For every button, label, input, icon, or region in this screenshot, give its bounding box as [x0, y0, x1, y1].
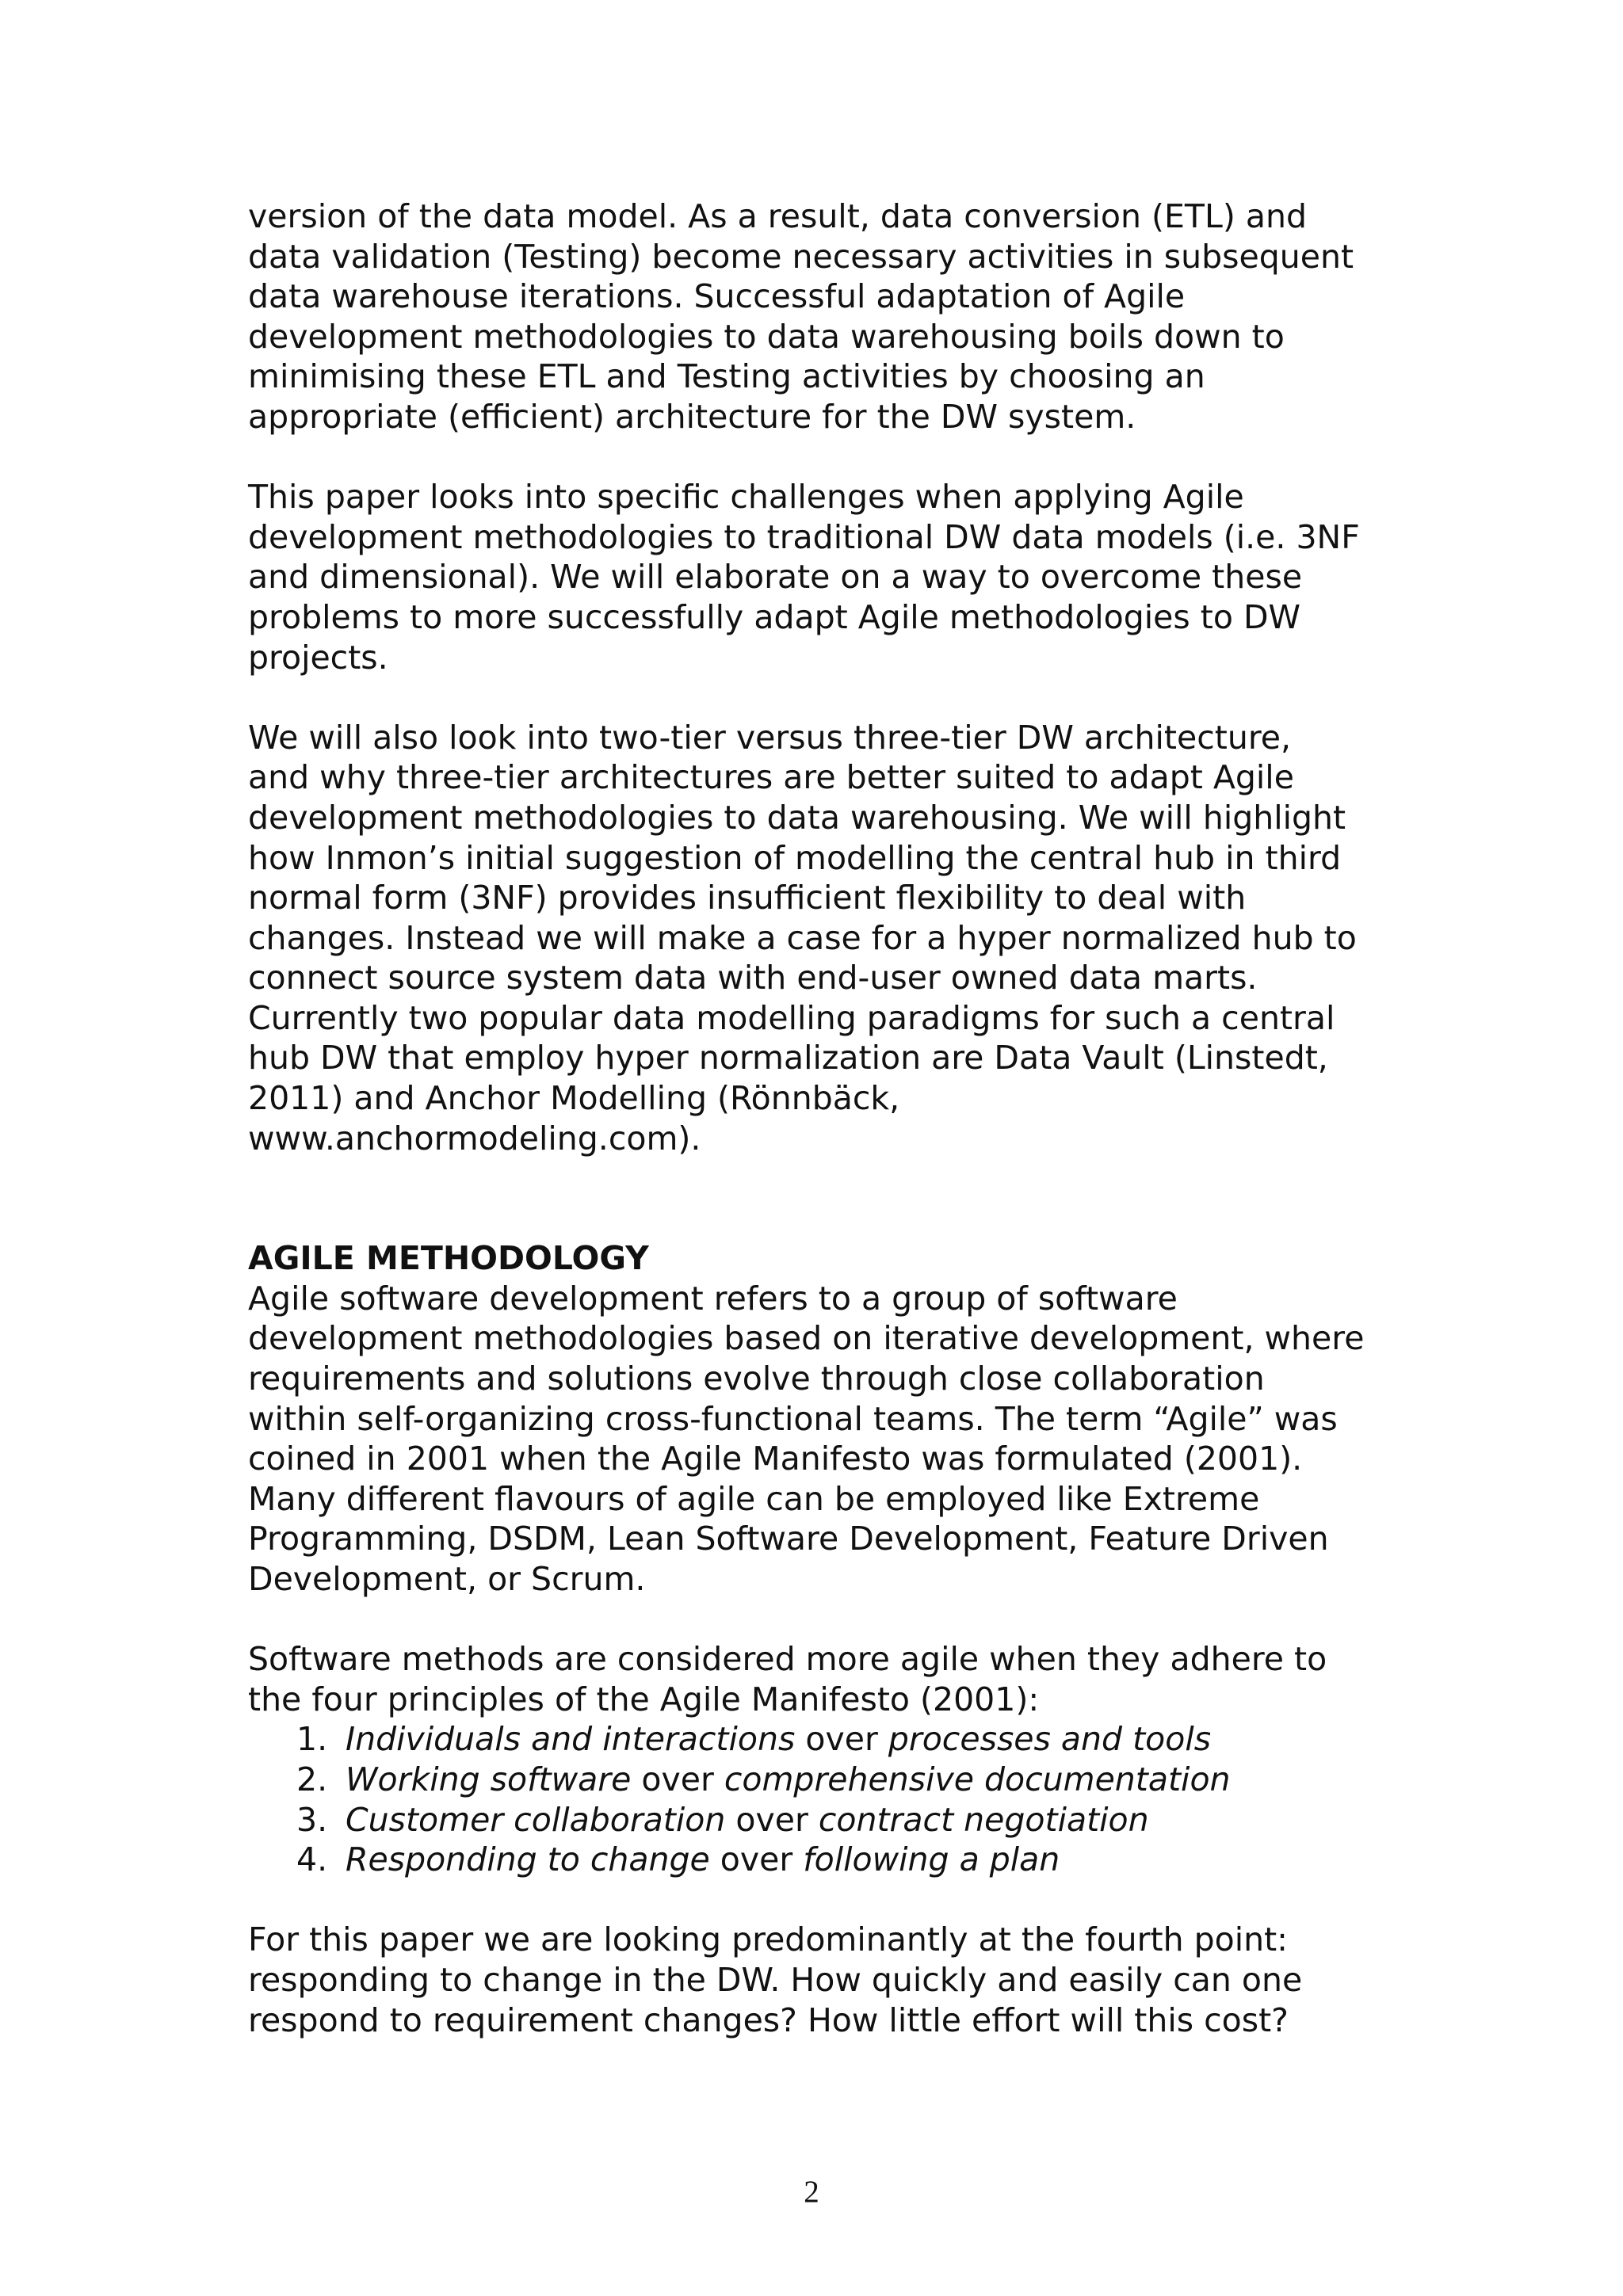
text-line: For this paper we are looking predominantly at the fourth point: [248, 1920, 1288, 1959]
text-line: responding to change in the DW. How quickly and easily can one [248, 1960, 1303, 1999]
principle-connector: over [725, 1800, 819, 1839]
list-item [248, 1840, 1405, 1880]
text-line: Many different flavours of agile can be employed like Extreme [248, 1479, 1260, 1518]
list-number: 1. [296, 1720, 328, 1759]
text-line: appropriate (efficient) architecture for the DW system. [248, 397, 1136, 436]
paragraph-spacer [248, 677, 1405, 718]
text-line: hub DW that employ hyper normalization are Data Vault (Linstedt, [248, 1039, 1328, 1077]
text-line: the four principles of the Agile Manifesto (2001): [248, 1680, 1040, 1718]
text-line: Programming, DSDM, Lean Software Development, Feature Driven [248, 1520, 1329, 1558]
principle-right: processes and tools [888, 1720, 1212, 1759]
paragraph-architecture [248, 718, 1405, 1159]
text-line: www.anchormodeling.com). [248, 1119, 701, 1158]
text-line: development methodologies based on iterative development, where [248, 1319, 1365, 1358]
text-line: within self-organizing cross-functional teams. The term “Agile” was [248, 1399, 1338, 1438]
text-line: development methodologies to data warehousing. We will highlight [248, 798, 1346, 837]
principle-left: Customer collaboration [346, 1800, 726, 1839]
list-number: 3. [296, 1800, 328, 1839]
text-line: development methodologies to data warehousing boils down to [248, 317, 1285, 356]
text-line: Software methods are considered more agile when they adhere to [248, 1640, 1327, 1679]
principle-connector: over [631, 1760, 724, 1798]
paragraph-spacer [248, 437, 1405, 478]
list-number: 2. [296, 1760, 328, 1798]
principle-left: Responding to change [346, 1840, 710, 1879]
text-line: 2011) and Anchor Modelling (Rönnbäck, [248, 1079, 900, 1118]
text-line: normal form (3NF) provides insufficient flexibility to deal with [248, 879, 1247, 917]
text-line: data validation (Testing) become necessary activities in subsequent [248, 237, 1354, 276]
page-body [248, 196, 1405, 2040]
text-line: problems to more successfully adapt Agile methodologies to DW [248, 597, 1301, 636]
text-line: version of the data model. As a result, data conversion (ETL) and [248, 197, 1307, 235]
paragraph-challenges [248, 477, 1405, 677]
text-line: development methodologies to traditional DW data models (i.e. 3NF [248, 517, 1360, 556]
principle-right: comprehensive documentation [724, 1760, 1231, 1798]
paragraph-spacer [248, 1880, 1405, 1920]
text-line: data warehouse iterations. Successful adaptation of Agile [248, 277, 1186, 316]
list-item [248, 1800, 1405, 1840]
text-line: coined in 2001 when the Agile Manifesto was formulated (2001). [248, 1440, 1303, 1478]
paragraph-intro-continued [248, 196, 1405, 437]
paragraph-agile-definition [248, 1279, 1405, 1600]
text-line: and dimensional). We will elaborate on a way to overcome these [248, 558, 1303, 597]
text-line: and why three-tier architectures are better suited to adapt Agile [248, 758, 1294, 797]
text-line: respond to requirement changes? How little effort will this cost? [248, 2000, 1289, 2039]
section-spacer [248, 1158, 1405, 1238]
text-line: This paper looks into specific challenges when applying Agile [248, 478, 1244, 517]
text-line: changes. Instead we will make a case for a hyper normalized hub to [248, 918, 1357, 957]
text-line: connect source system data with end-user owned data marts. [248, 959, 1258, 997]
text-line: Currently two popular data modelling paradigms for such a central [248, 998, 1335, 1037]
paragraph-principles-intro [248, 1639, 1405, 1719]
principle-right: following a plan [803, 1840, 1060, 1879]
principle-left: Individuals and interactions [346, 1720, 796, 1759]
text-line: projects. [248, 638, 388, 677]
principle-connector: over [795, 1720, 888, 1759]
text-line: how Inmon’s initial suggestion of modelling the central hub in third [248, 838, 1342, 877]
paragraph-focus [248, 1920, 1405, 2040]
principle-left: Working software [346, 1760, 632, 1798]
text-line: requirements and solutions evolve through close collaboration [248, 1360, 1265, 1398]
paragraph-spacer [248, 1600, 1405, 1640]
page-number: 2 [804, 2175, 819, 2209]
text-line: Agile software development refers to a group of software [248, 1279, 1178, 1318]
list-item [248, 1719, 1405, 1760]
text-line: We will also look into two-tier versus three-tier DW architecture, [248, 718, 1292, 757]
section-heading: AGILE METHODOLOGY [248, 1239, 649, 1278]
principle-right: contract negotiation [818, 1800, 1149, 1839]
list-item [248, 1760, 1405, 1800]
list-number: 4. [296, 1840, 328, 1879]
principle-connector: over [709, 1840, 804, 1879]
text-line: minimising these ETL and Testing activities by choosing an [248, 357, 1205, 396]
principles-list [248, 1719, 1405, 1879]
text-line: Development, or Scrum. [248, 1560, 646, 1598]
